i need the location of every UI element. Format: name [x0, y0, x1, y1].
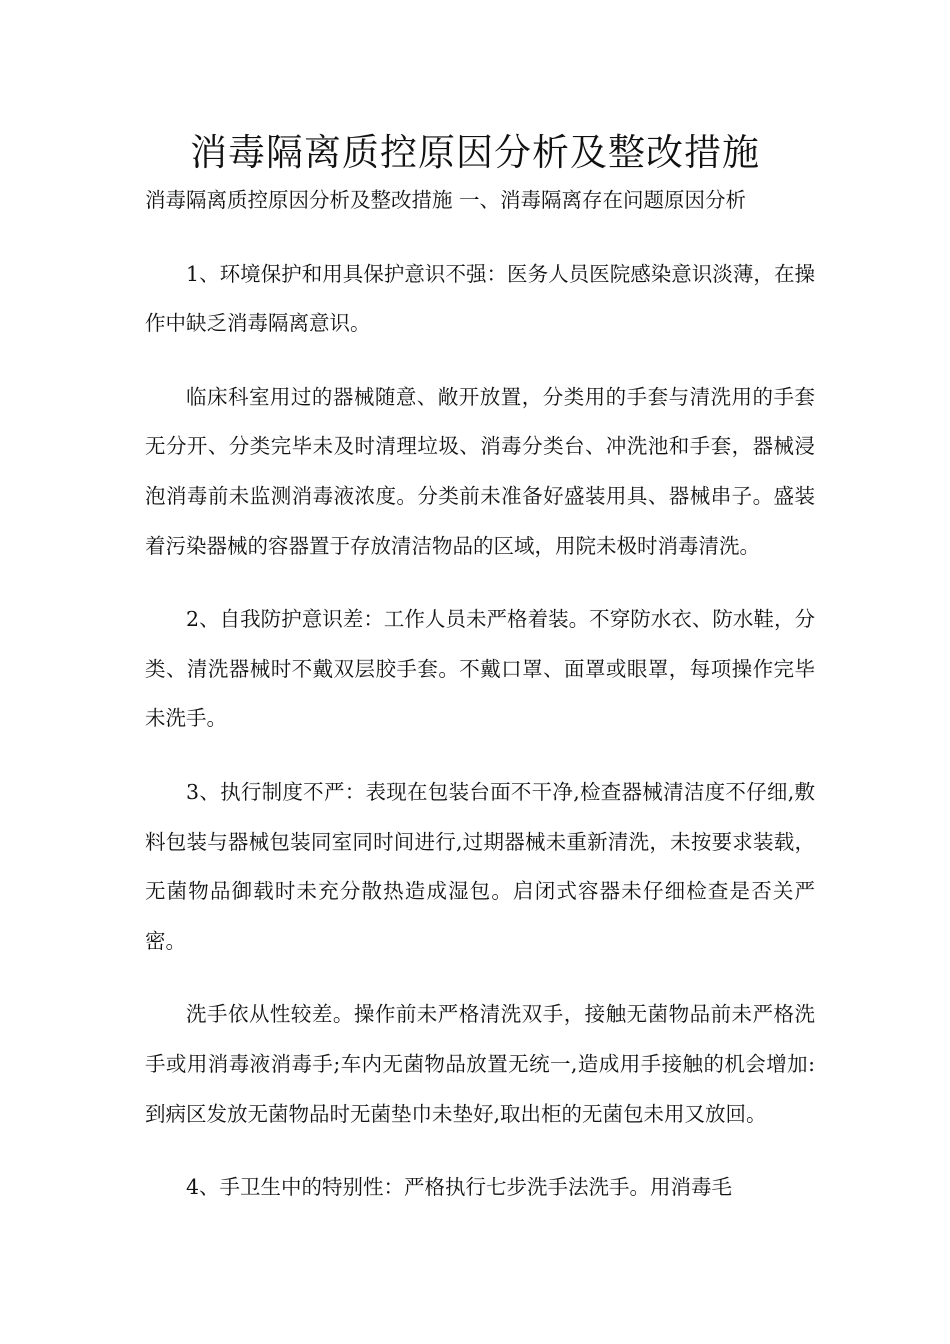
paragraph-item-3: 3、执行制度不严：表现在包装台面不干净,检查器械清洁度不仔细,敷料包装与器械包装同室同时间进行,过期器械未重新清洗，未按要求装载，无菌物品御载时未充分散热造成湿包。启闭式容器未仔细检查是否关严密。	[145, 779, 815, 953]
document-body	[145, 176, 815, 1213]
paragraph-item-4: 4、手卫生中的特别性：严格执行七步洗手法洗手。用消毒毛	[186, 1175, 733, 1200]
paragraph-clinical-instruments: 临床科室用过的器械随意、敞开放置，分类用的手套与清洗用的手套无分开、分类完毕未及时清理垃圾、消毒分类台、冲洗池和手套，器械浸泡消毒前未监测消毒液浓度。分类前未准备好盛装用具、器械串子。盛装着污染器械的容器置于存放清洁物品的区域，用院未极时消毒清洗。	[145, 384, 815, 558]
document-title: 消毒隔离质控原因分析及整改措施	[190, 131, 760, 174]
paragraph-item-2: 2、自我防护意识差：工作人员未严格着装。不穿防水衣、防水鞋，分类、清洗器械时不戴双层胶手套。不戴口罩、面罩或眼罩，每项操作完毕未洗手。	[145, 607, 815, 731]
paragraph-hand-washing: 洗手依从性较差。操作前未严格清洗双手，接触无菌物品前未严格洗手或用消毒液消毒手;车内无菌物品放置无统一,造成用手接触的机会增加:到病区发放无菌物品时无菌垫巾未垫好,取出柜的无菌包未用又放回。	[145, 1002, 815, 1126]
paragraph-item-1: 1、环境保护和用具保护意识不强：医务人员医院感染意识淡薄，在操作中缺乏消毒隔离意识。	[145, 261, 815, 336]
paragraph-intro: 消毒隔离质控原因分析及整改措施 一、消毒隔离存在问题原因分析	[145, 188, 747, 212]
